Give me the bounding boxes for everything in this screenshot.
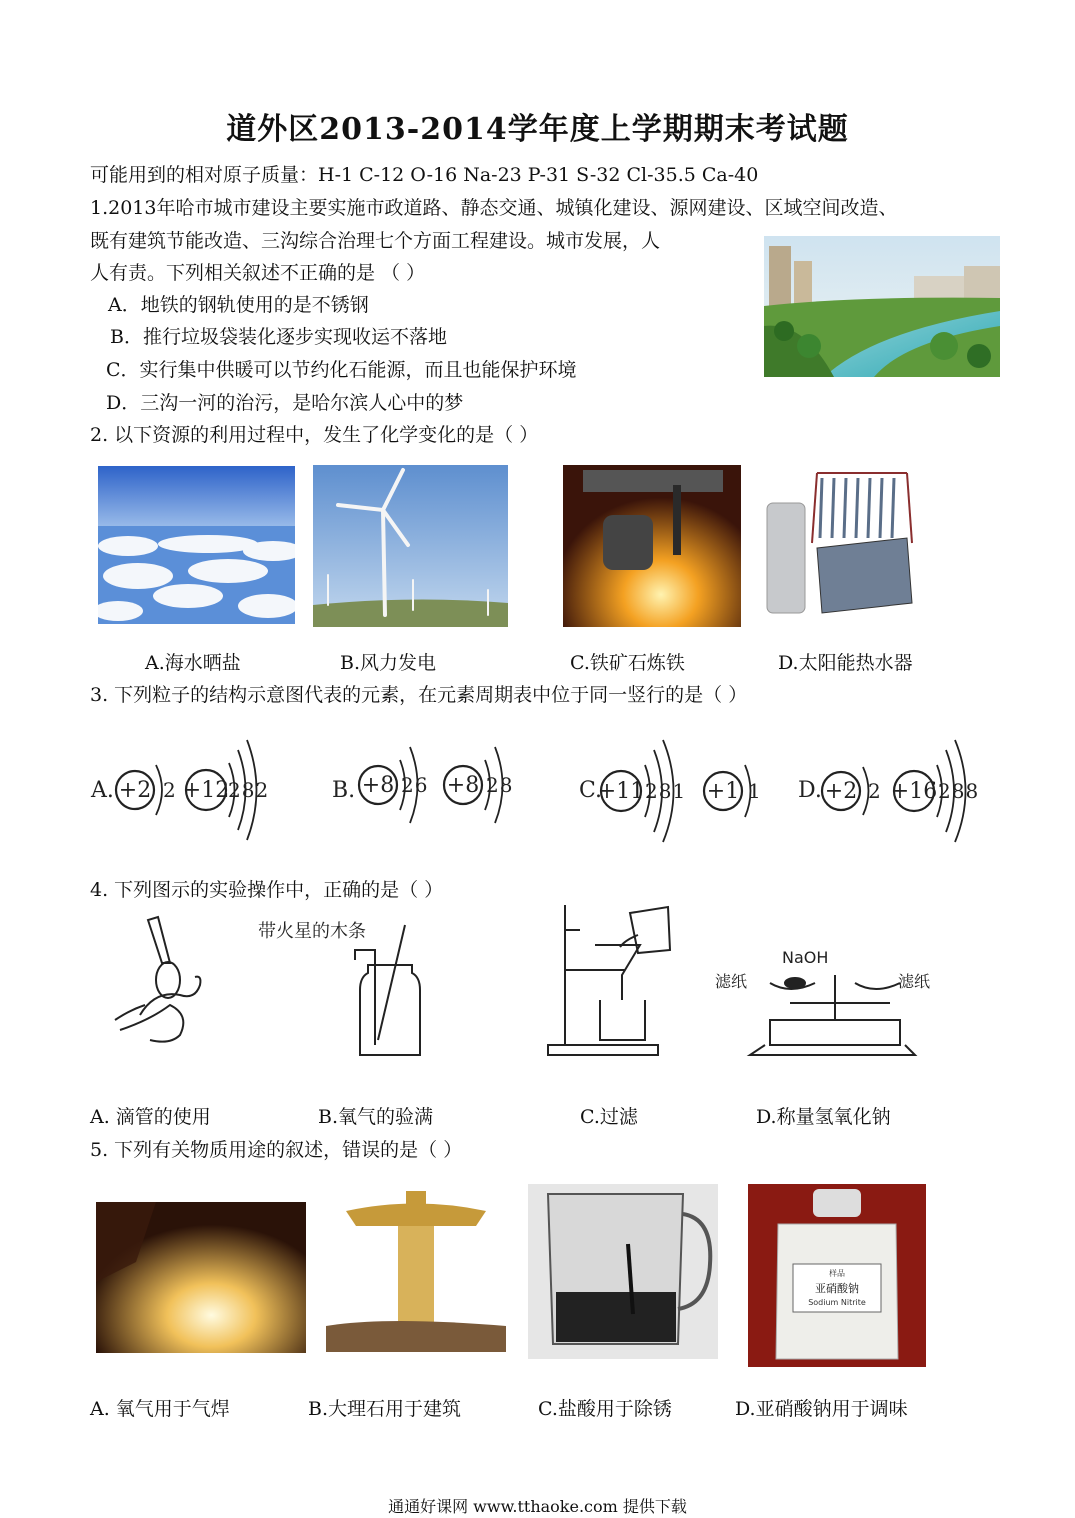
b1-shell-1: 2	[401, 773, 414, 797]
q5-caption-b: B.大理石用于建筑	[308, 1398, 462, 1420]
bottle-label-english: Sodium Nitrite	[808, 1298, 866, 1307]
d1-shell-1: 2	[868, 779, 881, 803]
q1-option-b: B．推行垃圾袋装化逐步实现收运不落地	[110, 326, 447, 348]
a2-shell-3: 2	[255, 778, 269, 802]
iron-smelting-image	[563, 465, 741, 627]
group-a-label: A.	[91, 778, 114, 803]
atomic-structure-diagrams	[88, 735, 988, 850]
q4-caption-a: A. 滴管的使用	[90, 1106, 211, 1128]
q4-caption-d: D.称量氢氧化钠	[756, 1106, 891, 1128]
dropper-hand-drawing	[115, 917, 200, 1042]
footer-credit: 通通好课网 www.tthaoke.com 提供下载	[388, 1497, 687, 1516]
q2-caption-a: A.海水晒盐	[145, 652, 241, 674]
d2-shell-1: 2	[938, 779, 951, 803]
b2-shell-1: 2	[486, 773, 499, 797]
q5-caption-c: C.盐酸用于除锈	[538, 1398, 672, 1420]
d2-shell-2: 8	[951, 779, 965, 803]
c1-shell-2: 8	[658, 779, 672, 803]
q1-option-d: D．三沟一河的治污，是哈尔滨人心中的梦	[106, 392, 464, 414]
q5-stem: 5. 下列有关物质用途的叙述，错误的是（ ）	[90, 1139, 463, 1161]
q1-line1: 1.2013年哈市城市建设主要实施市政道路、静态交通、城镇化建设、源网建设、区域空间改造、	[90, 197, 898, 219]
balance-drawing	[750, 975, 915, 1055]
marble-pillar-image	[326, 1186, 506, 1352]
q1-option-c: C．实行集中供暖可以节约化石能源，而且也能保护环境	[106, 359, 577, 381]
atomic-masses: 可能用到的相对原子质量：H-1 C-12 O-16 Na-23 P-31 S-32 Cl-35.5 Ca-40	[90, 164, 759, 186]
sodium-nitrite-bottle-image	[748, 1184, 926, 1367]
q1-line2: 既有建筑节能改造、三沟综合治理七个方面工程建设。城市发展，人	[90, 230, 661, 252]
glowing-stick-label: 带火星的木条	[258, 921, 366, 942]
atom-d1-nucleus: +2	[824, 779, 858, 804]
atom-a2-nucleus: +12	[182, 778, 230, 803]
solar-heater-image	[762, 463, 914, 616]
atom-c2-nucleus: +1	[706, 779, 740, 804]
group-d-label: D.	[798, 778, 822, 803]
atom-d1-shells	[868, 779, 881, 803]
q1-line3: 人有责。下列相关叙述不正确的是 （ ）	[90, 262, 426, 284]
gas-welding-image	[96, 1202, 306, 1353]
atom-b1-shells	[401, 773, 427, 797]
wind-turbine-image	[313, 465, 508, 627]
atom-a2-shells	[228, 778, 268, 802]
q4-caption-c: C.过滤	[580, 1106, 638, 1128]
atom-b1-nucleus: +8	[361, 773, 395, 798]
c2-shell-1: 1	[748, 779, 761, 803]
filter-paper-right-label: 滤纸	[898, 972, 931, 991]
acid-rust-beaker-image	[528, 1184, 718, 1359]
q2-caption-c: C.铁矿石炼铁	[570, 652, 685, 674]
filter-paper-left-label: 滤纸	[715, 972, 748, 991]
c1-shell-3: 1	[672, 779, 686, 803]
q5-caption-d: D.亚硝酸钠用于调味	[735, 1398, 908, 1420]
q3-stem: 3. 下列粒子的结构示意图代表的元素，在元素周期表中位于同一竖行的是（ ）	[90, 684, 748, 706]
atom-b2-shells	[486, 773, 512, 797]
a2-shell-2: 8	[241, 778, 255, 802]
q2-caption-b: B.风力发电	[340, 652, 437, 674]
atom-b2-nucleus: +8	[446, 773, 480, 798]
q2-caption-d: D.太阳能热水器	[778, 652, 913, 674]
group-b-label: B.	[332, 778, 356, 803]
atom-c2-shells	[748, 779, 761, 803]
city-river-image	[764, 236, 1000, 377]
naoh-label: NaOH	[782, 948, 829, 967]
q1-option-a: A．地铁的钢轨使用的是不锈钢	[108, 294, 369, 316]
filtration-drawing	[548, 905, 670, 1055]
b1-shell-2: 6	[414, 773, 428, 797]
atom-d2-shells	[938, 779, 978, 803]
atom-a1-nucleus: +2	[118, 778, 152, 803]
page-title: 道外区2013-2014学年度上学期期末考试题	[226, 112, 849, 147]
group-c-label: C.	[579, 778, 603, 803]
gas-bottle-drawing	[355, 925, 420, 1055]
bottle-label-top: 样品	[829, 1269, 845, 1278]
q4-caption-b: B.氧气的验满	[318, 1106, 434, 1128]
a2-shell-1: 2	[228, 778, 241, 802]
d2-shell-3: 8	[965, 779, 979, 803]
atom-d2-nucleus: +16	[890, 779, 938, 804]
a1-shell-1: 2	[163, 778, 176, 802]
atom-c1-shells	[645, 779, 685, 803]
atom-c1-nucleus: +11	[597, 779, 645, 804]
q4-stem: 4. 下列图示的实验操作中，正确的是（ ）	[90, 879, 444, 901]
b2-shell-2: 8	[499, 773, 513, 797]
q2-stem: 2. 以下资源的利用过程中，发生了化学变化的是（ ）	[90, 424, 539, 446]
lab-operations-figure	[110, 905, 950, 1065]
sea-salt-image	[98, 466, 295, 624]
bottle-label-name: 亚硝酸钠	[815, 1282, 859, 1295]
q5-caption-a: A. 氧气用于气焊	[90, 1398, 230, 1420]
atom-a1-shells	[163, 778, 176, 802]
c1-shell-1: 2	[645, 779, 658, 803]
